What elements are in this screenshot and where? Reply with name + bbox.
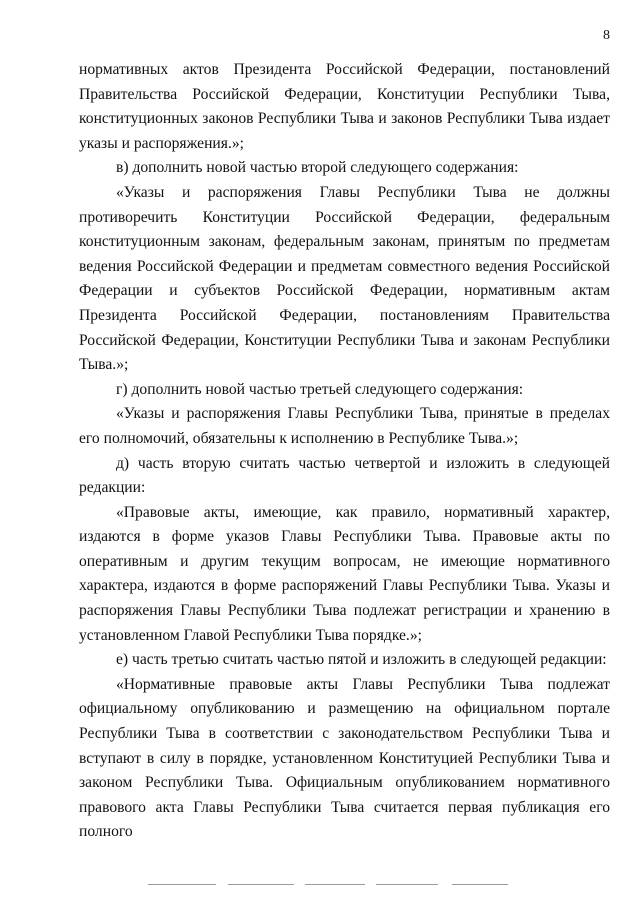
page-number: 8 (603, 28, 610, 43)
paragraph-item-d: д) часть вторую считать частью четвертой и изложить в следующей редакции: (79, 454, 610, 497)
footer-rule (148, 884, 216, 885)
paragraph-quote-part-two: «Указы и распоряжения Главы Республики Тыва не должны противоречить Конституции Российской Федерации, федеральным конституционным законам, федеральным законам, принятым по предметам ведения Российской Федерации и предметам совместного ведения Российской Федерации и субъектов Российской Федерации, нормативным актам Президента Российской Федерации, постановлениям Правительства Российской Федерации, Конституции Республики Тыва и законам Республики Тыва.»; (79, 183, 610, 374)
footer-rule (452, 884, 508, 885)
paragraph-item-e: е) часть третью считать частью пятой и изложить в следующей редакции: (116, 651, 607, 669)
footer-rule (305, 884, 365, 885)
paragraph-continuation: нормативных актов Президента Российской Федерации, постановлений Правительства Российской Федерации, Конституции Республики Тыва, конституционных законов Республики Тыва и законов Республики Тыва издает указы и распоряжения.»; (79, 61, 610, 152)
paragraph-quote-part-three: «Указы и распоряжения Главы Республики Тыва, принятые в пределах его полномочий, обязательны к исполнению в Республике Тыва.»; (79, 405, 610, 447)
paragraph-item-g: г) дополнить новой частью третьей следующего содержания: (116, 380, 524, 398)
footer-rule (228, 884, 294, 885)
paragraph-quote-part-five: «Нормативные правовые акты Главы Республики Тыва подлежат официальному опубликованию и размещению на официальном портале Республики Тыва в соответствии с законодательством Республики Тыва и вступают в силу в порядке, установленном Конституцией Республики Тыва и законом Республики Тыва. Официальным опубликованием нормативного правового акта Главы Республики Тыва считается первая публикация его полного (79, 675, 610, 841)
document-body (79, 58, 610, 845)
paragraph-quote-part-four: «Правовые акты, имеющие, как правило, нормативный характер, издаются в форме указов Главы Республики Тыва. Правовые акты по оперативным и другим текущим вопросам, не имеющие нормативного характера, издаются в форме распоряжений Главы Республики Тыва. Указы и распоряжения Главы Республики Тыва подлежат регистрации и хранению в установленном Главой Республики Тыва порядке.»; (79, 503, 610, 644)
footer-rule (376, 884, 438, 885)
paragraph-item-v: в) дополнить новой частью второй следующего содержания: (116, 159, 519, 177)
